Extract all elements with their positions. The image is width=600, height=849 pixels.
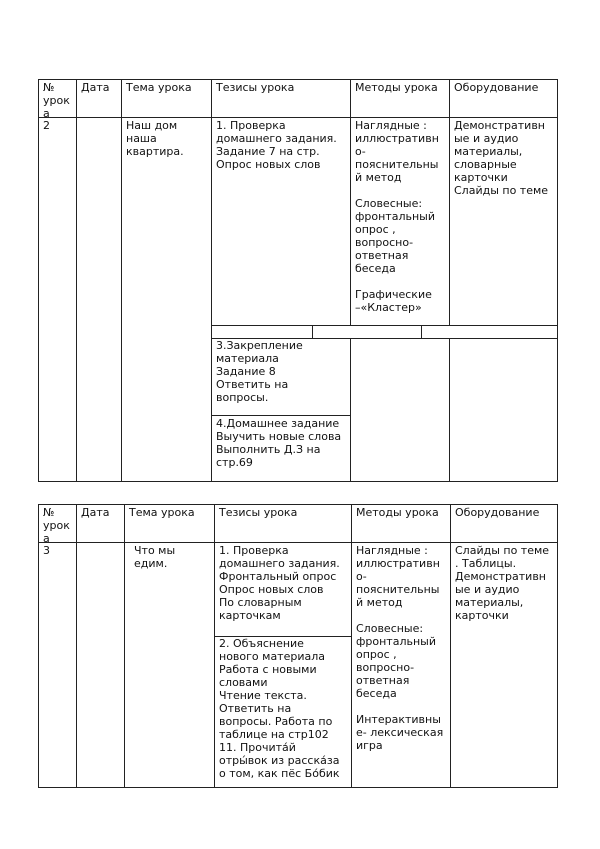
header-equipment: Оборудование: [455, 506, 540, 519]
header-theses: Тезисы урока: [216, 81, 295, 94]
header-topic: Тема урока: [126, 81, 192, 94]
table-line: [38, 79, 558, 80]
header-lesson-number: № урок а: [43, 506, 70, 545]
table-line: [38, 504, 558, 505]
lesson-number: 3: [43, 544, 50, 557]
lesson-topic: Что мы едим.: [134, 544, 176, 570]
lesson-equipment: Слайды по теме . Таблицы. Демонстративн ые и аудио материалы, карточки: [455, 544, 550, 622]
table-line: [76, 504, 77, 788]
table-line: [38, 481, 558, 482]
header-equipment: Оборудование: [454, 81, 539, 94]
table-line: [350, 338, 351, 482]
table-line: [38, 79, 39, 482]
lesson-methods: Наглядные : иллюстративн о- пояснительны й метод Словесные: фронтальный опрос , вопросно- ответная беседа Графические –«Кластер»: [355, 119, 439, 314]
table-line: [76, 79, 77, 482]
header-date: Дата: [81, 506, 110, 519]
table-line: [450, 504, 451, 788]
table-line: [38, 542, 558, 543]
header-theses: Тезисы урока: [219, 506, 298, 519]
table-line: [557, 79, 558, 482]
table-line: [211, 79, 212, 482]
header-methods: Методы урока: [356, 506, 439, 519]
header-topic: Тема урока: [129, 506, 195, 519]
table-line: [350, 79, 351, 326]
table-line: [38, 504, 39, 788]
table-line: [214, 504, 215, 788]
table-line: [421, 325, 422, 339]
header-lesson-number: № урок а: [43, 81, 70, 120]
table-line: [211, 325, 558, 326]
lesson-methods: Наглядные : иллюстративн о- пояснительны й метод Словесные: фронтальный опрос , вопросно- ответная беседа Интерактивны е- лексическая игра: [356, 544, 444, 752]
thesis-new-material: 2. Объяснение нового материала Работа с новыми словами Чтение текста. Ответить на вопросы. Работа по таблице на стр102 11. Прочита́й отры́вок из расска́за о том, как пёс Бо́бик: [219, 637, 340, 780]
table-line: [121, 79, 122, 482]
table-line: [351, 504, 352, 788]
header-methods: Методы урока: [355, 81, 438, 94]
table-line: [38, 117, 558, 118]
table-line: [38, 787, 558, 788]
thesis-homework: 4.Домашнее задание Выучить новые слова Выполнить Д.З на стр.69: [216, 417, 342, 469]
thesis-homework-check: 1. Проверка домашнего задания. Задание 7 на стр. Опрос новых слов: [216, 119, 337, 171]
lesson-topic: Наш дом наша квартира.: [126, 119, 184, 158]
table-line: [211, 415, 350, 416]
thesis-homework-check: 1. Проверка домашнего задания. Фронтальный опрос Опрос новых слов По словарным карточкам: [219, 544, 340, 622]
header-date: Дата: [81, 81, 110, 94]
table-line: [449, 338, 450, 482]
thesis-consolidation: 3.Закрепление материала Задание 8 Ответить на вопросы.: [216, 339, 303, 404]
table-line: [557, 504, 558, 788]
lesson-number: 2: [43, 119, 50, 132]
table-line: [124, 504, 125, 788]
table-line: [449, 79, 450, 326]
lesson-equipment: Демонстративн ые и аудио материалы, словарные карточки Слайды по теме: [454, 119, 549, 197]
table-line: [312, 325, 313, 339]
